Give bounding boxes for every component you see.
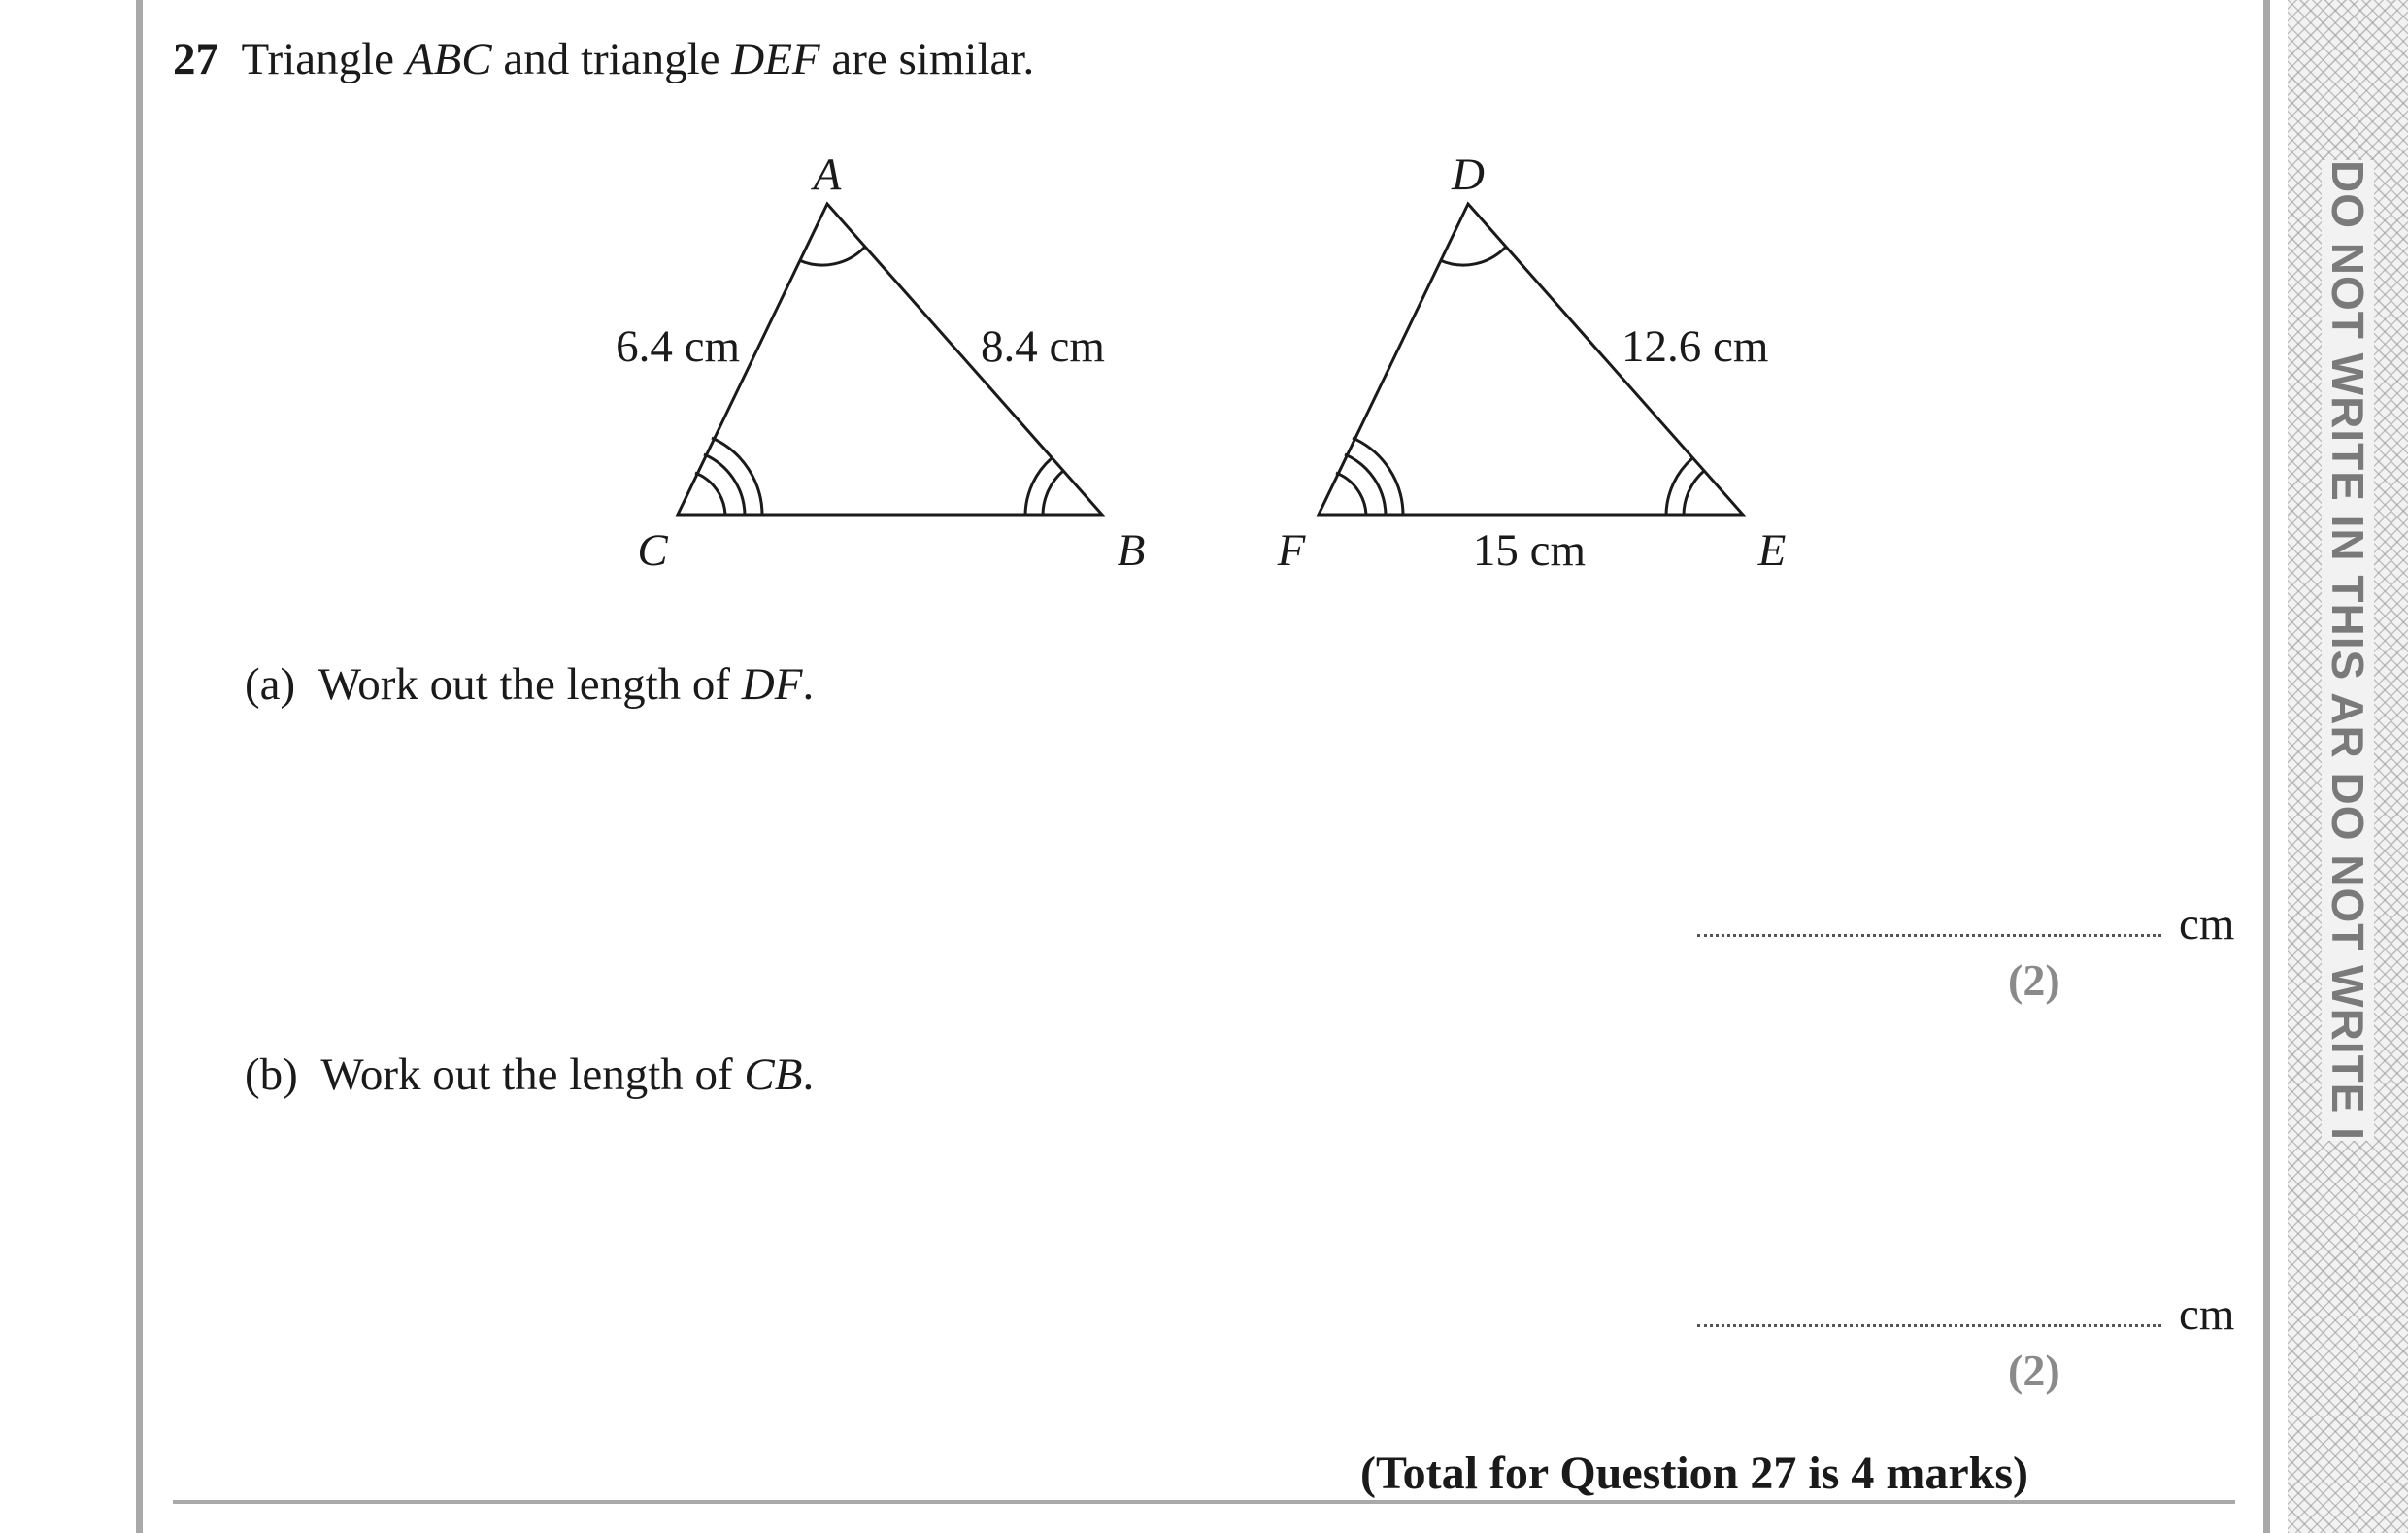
vertex-f-label: F xyxy=(1277,525,1306,576)
vertex-d-label: D xyxy=(1452,150,1485,200)
stem-text-2: and triangle xyxy=(491,34,732,84)
vertex-b-label: B xyxy=(1117,525,1146,576)
side-ac-label: 6.4 cm xyxy=(616,321,740,372)
vertex-c-label: C xyxy=(637,525,668,576)
side-ab-label: 8.4 cm xyxy=(981,321,1105,372)
side-fe-label: 15 cm xyxy=(1472,525,1587,576)
angle-f-arc-3 xyxy=(1336,473,1366,515)
angle-a-arc xyxy=(799,247,865,265)
similar-triangles-diagram xyxy=(0,0,2408,680)
stem-abc: ABC xyxy=(405,34,492,84)
part-b-unit: cm xyxy=(2179,1289,2235,1340)
part-a-end: . xyxy=(802,659,815,710)
angle-b-arc-1 xyxy=(1025,458,1052,515)
stem-text-3: are similar. xyxy=(819,34,1035,84)
part-b-prompt xyxy=(245,1049,814,1101)
stem-text-1: Triangle xyxy=(241,34,406,84)
part-a-unit: cm xyxy=(2179,899,2235,950)
part-b-label: (b) xyxy=(245,1050,298,1100)
stem-def: DEF xyxy=(731,34,820,84)
angle-d-arc xyxy=(1440,247,1506,265)
bottom-rule xyxy=(173,1500,2235,1504)
angle-b-arc-2 xyxy=(1043,471,1063,515)
angle-c-arc-3 xyxy=(695,473,725,515)
question-total: (Total for Question 27 is 4 marks) xyxy=(1360,1448,2029,1499)
part-a-var: DF xyxy=(741,659,803,710)
part-a-answer-line[interactable] xyxy=(1697,934,2161,937)
angle-e-arc-2 xyxy=(1684,471,1704,515)
angle-f-arc-1 xyxy=(1353,438,1403,515)
part-a-marks: (2) xyxy=(2008,955,2060,1005)
question-number: 27 xyxy=(173,34,218,84)
vertex-a-label: A xyxy=(813,150,842,200)
do-not-write-text: DO NOT WRITE IN THIS AR DO NOT WRITE I xyxy=(2323,160,2373,1141)
part-b-var: CB xyxy=(744,1050,803,1100)
angle-e-arc-1 xyxy=(1666,458,1692,515)
part-b-end: . xyxy=(802,1050,815,1100)
part-a-prompt xyxy=(245,658,814,711)
side-de-label: 12.6 cm xyxy=(1622,321,1769,372)
part-b-text: Work out the length of xyxy=(320,1050,745,1100)
part-b-answer-line[interactable] xyxy=(1697,1324,2161,1327)
part-a-label: (a) xyxy=(245,659,296,710)
part-a-text: Work out the length of xyxy=(318,659,742,710)
vertex-e-label: E xyxy=(1757,525,1787,576)
part-b-marks: (2) xyxy=(2008,1346,2060,1395)
angle-c-arc-1 xyxy=(712,438,762,515)
